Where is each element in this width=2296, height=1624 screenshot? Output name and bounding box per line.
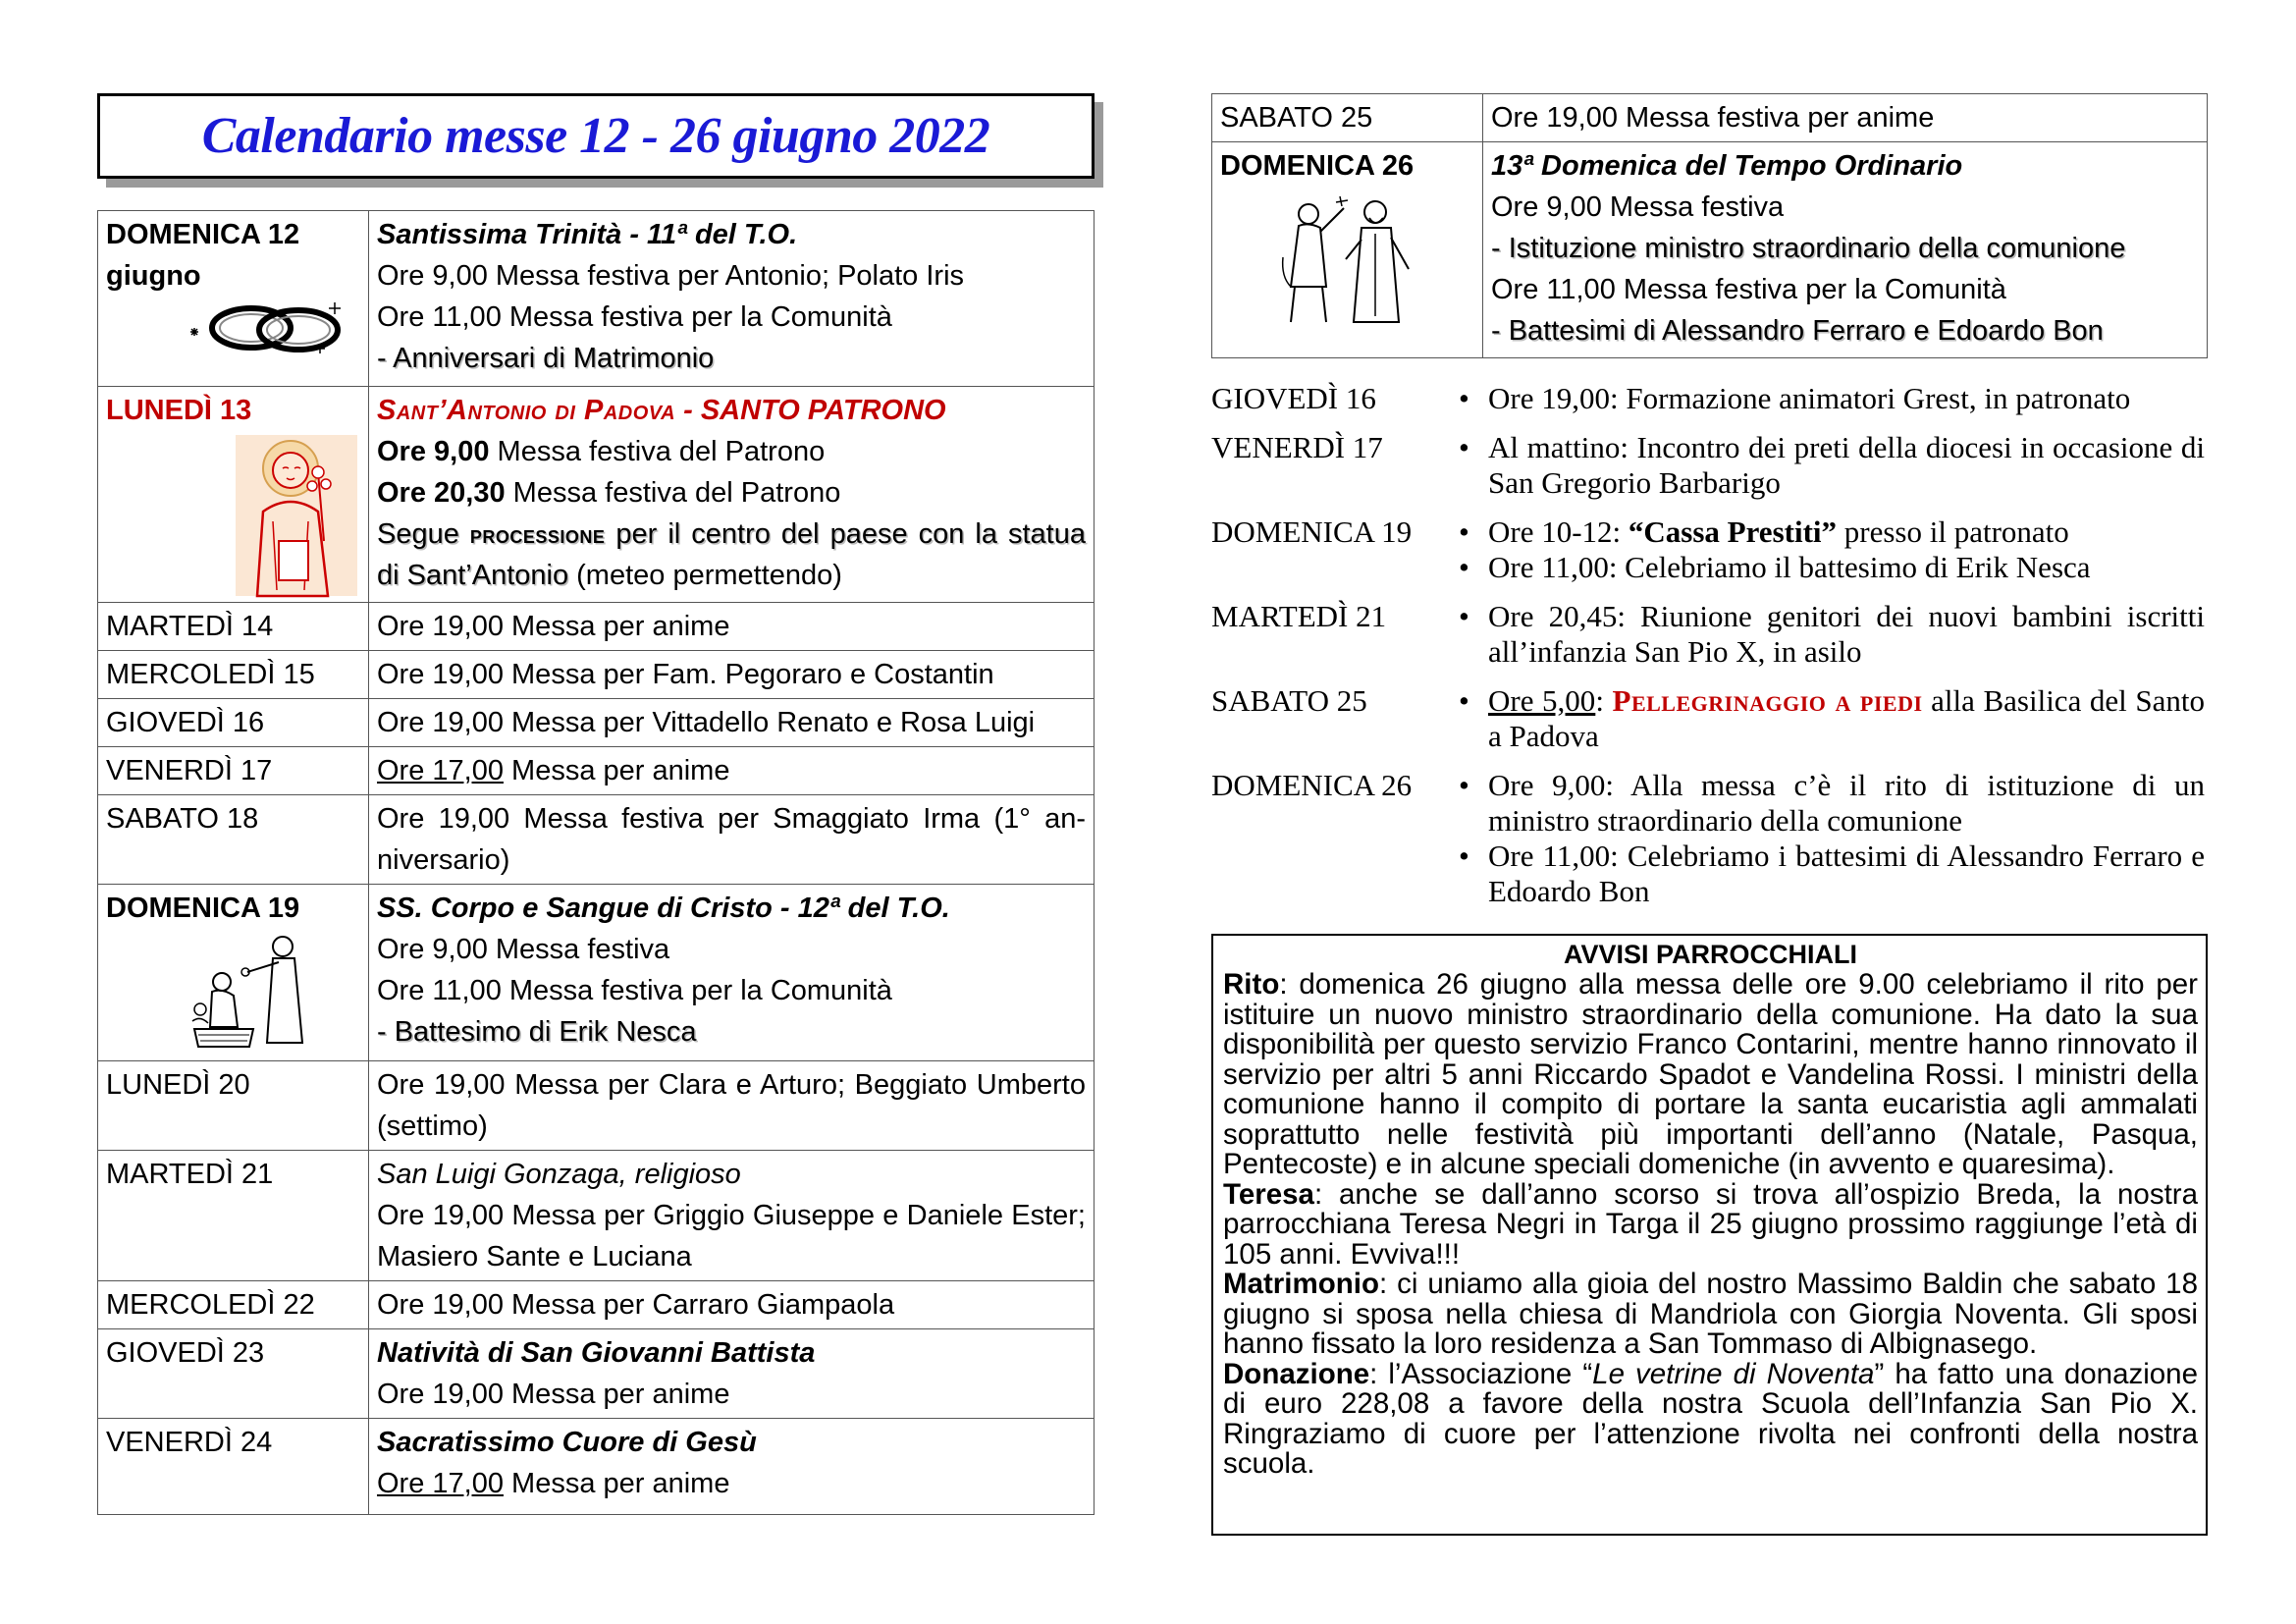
event-day: SABATO 25	[1211, 683, 1367, 718]
parish-notices-box	[1211, 934, 2208, 1536]
notice-label: Teresa	[1223, 1177, 1314, 1211]
row-content	[369, 747, 1095, 795]
notice-text: : l’Associazione “	[1369, 1357, 1593, 1390]
event-items	[1451, 683, 2205, 754]
event-day: GIOVEDÌ 16	[1211, 381, 1376, 415]
table-row	[98, 1329, 1095, 1419]
calendar-table-right	[1211, 93, 2208, 358]
calendar-table-left	[97, 210, 1095, 1515]
mass-time: Ore 17,00	[377, 1468, 504, 1499]
event-desc: alla Basilica del Santo a Padova	[1488, 683, 2205, 753]
row-content	[369, 1329, 1095, 1419]
procession-note	[377, 514, 1086, 596]
notice-text: ” ha fatto una donazione di euro 228,08 a favore della nostra Scuola dell’Infanzia San Pio X. Ringraziamo di cuore per l’attenzione rivolta nei confronti della nostra scuola.	[1223, 1357, 2198, 1480]
events-list	[1211, 381, 2205, 909]
feast-title: Santissima Trinità - 11ª del T.O.	[377, 219, 798, 250]
mass-line: Ore 9,00 Messa festiva	[1491, 191, 1785, 223]
table-row	[98, 699, 1095, 747]
feast-title: San Luigi Gonzaga, religioso	[377, 1159, 741, 1190]
mass-line: Ore 11,00 Messa festiva per la Comunità	[1491, 274, 2006, 305]
row-day	[98, 387, 369, 603]
notice-label: Rito	[1223, 968, 1280, 1001]
mass-desc: Messa per anime	[503, 1468, 730, 1499]
page-title-box	[97, 93, 1095, 179]
feast-title: 13ª Domenica del Tempo Ordinario	[1491, 150, 1963, 182]
note-line: - Anniversari di Matrimonio	[377, 343, 715, 374]
table-row	[1212, 94, 2208, 142]
table-row	[98, 747, 1095, 795]
note-line: - Battesimi di Alessandro Ferraro e Edoardo Bon	[1491, 315, 2104, 347]
event-day: DOMENICA 26	[1211, 768, 1413, 802]
event-item	[1451, 514, 2205, 550]
row-content: Ore 19,00 Messa per anime	[369, 603, 1095, 651]
event-items	[1451, 381, 2205, 416]
mass-line: Ore 11,00 Messa festiva per la Comunità	[377, 301, 892, 333]
notice-text: : domenica 26 giugno alla messa delle ore 9.00 celebriamo il rito per istituire un nuovo ministro straordinario della comunione. Ha dato la sua disponibilità per questo servizio Franco Contarini, mentre hanno rinnovato il servizio per altri 5 anni Riccardo Spadot e Vandelina Rossi. I ministri della comunione hanno il compito di portare la santa eucaristia agli ammalati soprattutto nelle festività più importanti dell’anno (Natale, Pasqua, Pentecoste) e in alcune speciali domeniche (in avvento e quaresima).	[1223, 968, 2198, 1180]
table-row	[98, 651, 1095, 699]
row-content: Ore 19,00 Messa per Fam. Pegoraro e Costantin	[369, 651, 1095, 699]
event-day: MARTEDÌ 21	[1211, 599, 1387, 633]
notice-paragraph	[1223, 970, 2198, 1180]
row-content: Ore 19,00 Messa festiva per Smaggiato Irma (1° anniversario)	[369, 795, 1095, 885]
row-day: MERCOLEDÌ 15	[98, 651, 369, 699]
event-time: Ore 5,00	[1488, 683, 1596, 718]
row-content: Ore 19,00 Messa festiva per anime	[1483, 94, 2208, 142]
note-c: per il centro del paese con la statua di Sant’Antonio	[377, 518, 1086, 591]
row-day: MARTEDÌ 21	[98, 1151, 369, 1281]
event-items	[1451, 430, 2205, 501]
row-day: VENERDÌ 24	[98, 1419, 369, 1515]
notice-text: : ci uniamo alla gioia del nostro Massimo Baldin che sabato 18 giugno si sposa nella chiesa di Mandriola con Giorgia Noventa. Gli sposi hanno fissato la loro residenza a San Tommaso di Albignasego.	[1223, 1268, 2198, 1360]
eucharist-procession-image	[188, 933, 316, 1049]
row-content	[369, 1151, 1095, 1281]
feast-name: Sant’Antonio di Padova	[377, 395, 676, 426]
pilgrimage-label: Pellegrinaggio a piedi	[1612, 683, 1923, 718]
row-content	[369, 211, 1095, 387]
row-content	[1483, 142, 2208, 358]
row-day	[1212, 142, 1483, 358]
note-line: - Istituzione ministro straordinario della comunione	[1491, 233, 2126, 264]
event-day: VENERDÌ 17	[1211, 430, 1383, 464]
event-item: • Ore 9,00: Alla messa c’è il rito di istituzione di un ministro straordinario della comunione	[1451, 768, 2205, 839]
event-item: • Ore 20,45: Riunione genitori dei nuovi bambini iscritti all’infanzia San Pio X, in asilo	[1451, 599, 2205, 670]
day-label: DOMENICA 26	[1220, 150, 1415, 182]
notice-paragraph	[1223, 1357, 2198, 1480]
event-time: Ore 10-12:	[1488, 514, 1629, 549]
table-row	[98, 795, 1095, 885]
mass-time: Ore 20,30	[377, 477, 506, 509]
row-day: MARTEDÌ 14	[98, 603, 369, 651]
day-label: DOMENICA 19	[106, 893, 300, 924]
mass-line	[377, 431, 1086, 472]
day-label: DOMENICA 12 giugno	[106, 219, 300, 292]
event-group	[1211, 599, 2205, 670]
mass-line: Ore 9,00 Messa festiva per Antonio; Polato Iris	[377, 260, 965, 292]
mass-line	[377, 472, 1086, 514]
page-title: Calendario messe 12 - 26 giugno 2022	[201, 108, 990, 164]
mass-time: Ore 17,00	[377, 755, 504, 786]
mass-line: Ore 19,00 Messa per anime	[377, 1379, 730, 1410]
notice-paragraph	[1223, 1270, 2198, 1360]
mass-line	[377, 1463, 1086, 1504]
saint-anthony-image	[234, 433, 359, 598]
event-sep: :	[1595, 683, 1613, 718]
notice-label: Donazione	[1223, 1357, 1370, 1390]
event-desc: presso il patronato	[1837, 514, 2069, 549]
table-row	[98, 387, 1095, 603]
event-item: • Ore 11,00: Celebriamo i battesimi di Alessandro Ferraro e Edoardo Bon	[1451, 839, 2205, 909]
table-row	[98, 1419, 1095, 1515]
row-content	[369, 1419, 1095, 1515]
ministers-image	[1277, 189, 1424, 326]
table-row	[1212, 142, 2208, 358]
row-day	[98, 211, 369, 387]
event-items	[1451, 514, 2205, 585]
row-day: LUNEDÌ 20	[98, 1061, 369, 1151]
note-procession: processione	[469, 519, 606, 549]
event-item: • Al mattino: Incontro dei preti della diocesi in occasione di San Gregorio Barbarigo	[1451, 430, 2205, 501]
table-row	[98, 1151, 1095, 1281]
mass-desc: Messa festiva del Patrono	[505, 477, 841, 509]
row-day: GIOVEDÌ 23	[98, 1329, 369, 1419]
mass-line: Ore 11,00 Messa festiva per la Comunità	[377, 975, 892, 1006]
mass-desc: Messa festiva del Patrono	[489, 436, 826, 467]
event-highlight: “Cassa Prestiti”	[1628, 514, 1838, 549]
mass-line: Ore 19,00 Messa per Griggio Giuseppe e Daniele Ester; Masiero Sante e Luciana	[377, 1200, 1086, 1272]
feast-title: SS. Corpo e Sangue di Cristo - 12ª del T.O.	[377, 893, 950, 924]
notice-label: Matrimonio	[1223, 1268, 1379, 1300]
note-d: (meteo permettendo)	[568, 560, 842, 591]
notices-heading: AVVISI PARROCCHIALI	[1563, 940, 1858, 969]
event-group	[1211, 768, 2205, 909]
row-day: GIOVEDÌ 16	[98, 699, 369, 747]
event-item	[1451, 683, 2205, 754]
row-day: SABATO 18	[98, 795, 369, 885]
table-row	[98, 1061, 1095, 1151]
mass-time: Ore 9,00	[377, 436, 490, 467]
mass-desc: Messa per anime	[503, 755, 730, 786]
feast-title: Natività di San Giovanni Battista	[377, 1337, 816, 1369]
table-row	[98, 211, 1095, 387]
feast-suffix: - SANTO PATRONO	[675, 395, 946, 426]
note-line: - Battesimo di Erik Nesca	[377, 1016, 697, 1048]
event-items	[1451, 768, 2205, 909]
row-content	[369, 885, 1095, 1061]
note-a: Segue	[377, 518, 470, 550]
feast-title: Sacratissimo Cuore di Gesù	[377, 1427, 757, 1458]
event-group	[1211, 381, 2205, 416]
event-item: • Ore 19,00: Formazione animatori Grest, in patronato	[1451, 381, 2205, 416]
event-group	[1211, 683, 2205, 754]
table-row	[98, 603, 1095, 651]
feast-title	[377, 390, 1086, 431]
table-row	[98, 1281, 1095, 1329]
event-group	[1211, 514, 2205, 585]
event-group	[1211, 430, 2205, 501]
row-day	[98, 885, 369, 1061]
row-content: Ore 19,00 Messa per Vittadello Renato e Rosa Luigi	[369, 699, 1095, 747]
association-name: Le vetrine di Noventa	[1592, 1357, 1875, 1390]
notice-text: : anche se dall’anno scorso si trova all’ospizio Breda, la nostra parrocchiana Teresa Negri in Targa il 25 giugno prossimo raggiunge l’età di 105 anni. Evviva!!!	[1223, 1177, 2198, 1271]
row-content: Ore 19,00 Messa per Clara e Arturo; Beggiato Umberto (settimo)	[369, 1061, 1095, 1151]
row-day: VENERDÌ 17	[98, 747, 369, 795]
row-day: MERCOLEDÌ 22	[98, 1281, 369, 1329]
mass-line: Ore 9,00 Messa festiva	[377, 934, 670, 965]
row-content	[369, 387, 1095, 603]
table-row	[98, 885, 1095, 1061]
notice-paragraph	[1223, 1177, 2198, 1271]
row-day: SABATO 25	[1212, 94, 1483, 142]
event-items	[1451, 599, 2205, 670]
row-content: Ore 19,00 Messa per Carraro Giampaola	[369, 1281, 1095, 1329]
wedding-rings-icon	[183, 297, 359, 355]
event-item: • Ore 11,00: Celebriamo il battesimo di Erik Nesca	[1451, 550, 2205, 585]
day-label: LUNEDÌ 13	[106, 395, 252, 426]
event-day: DOMENICA 19	[1211, 514, 1413, 549]
